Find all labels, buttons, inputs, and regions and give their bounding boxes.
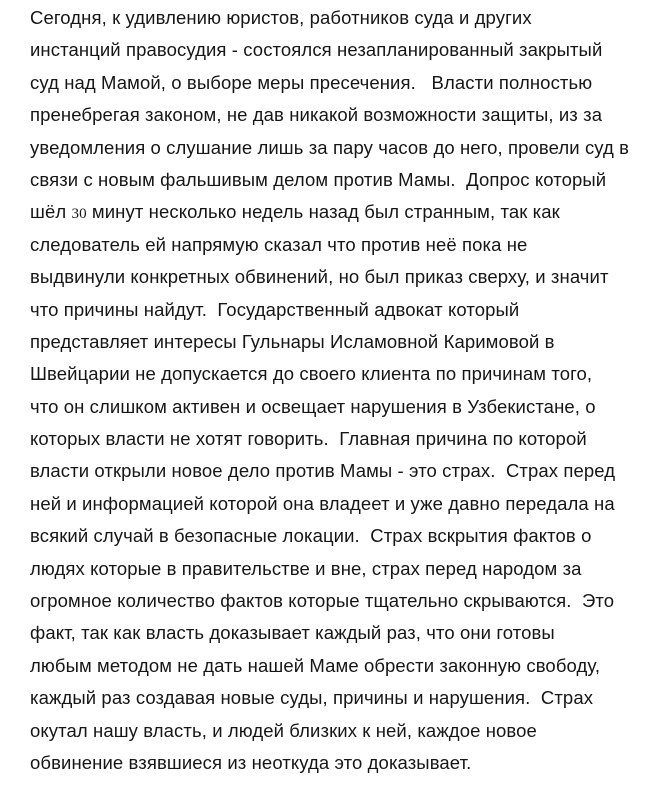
text-line	[30, 423, 627, 455]
text-segment: связи с новым фальшивым делом против Мамы. Допрос который	[30, 168, 607, 190]
text-segment: которых власти не хотят говорить. Главная причина по которой	[30, 428, 587, 450]
text-segment: окутал нашу власть, и людей близких к ней, каждое новое	[30, 719, 537, 741]
text-segment: выдвинули конкретных обвинений, но был приказ сверху, и значит	[30, 266, 609, 288]
text-segment: каждый раз создавая новые суды, причины и нарушения. Страх	[30, 687, 594, 709]
text-line	[30, 682, 627, 714]
text-line	[30, 196, 627, 228]
text-line	[30, 650, 627, 682]
text-segment: минут несколько недель назад был странным, так как	[86, 201, 560, 223]
text-line	[30, 585, 627, 617]
text-segment: инстанций правосудия - состоялся незапланированный закрытый	[30, 39, 603, 61]
text-segment: шёл	[30, 201, 72, 223]
text-line	[30, 617, 627, 649]
text-segment: обвинение взявшиеся из неоткуда это доказывает.	[30, 751, 472, 773]
text-segment: Швейцарии не допускается до своего клиента по причинам того,	[30, 363, 593, 385]
text-line	[30, 34, 627, 66]
text-line	[30, 229, 627, 261]
text-line	[30, 326, 627, 358]
text-line	[30, 294, 627, 326]
text-segment: что причины найдут. Государственный адвокат который	[30, 298, 520, 320]
text-segment: что он слишком активен и освещает нарушения в Узбекистане, о	[30, 395, 596, 417]
text-line	[30, 164, 627, 196]
text-segment: ней и информацией которой она владеет и уже давно передала на	[30, 492, 615, 514]
text-segment: пренебрегая законом, не дав никакой возможности защиты, из за	[30, 104, 603, 126]
text-line	[30, 99, 627, 131]
text-segment: факт, так как власть доказывает каждый раз, что они готовы	[30, 622, 555, 644]
text-line	[30, 261, 627, 293]
text-segment: представляет интересы Гульнары Исламовной Каримовой в	[30, 330, 555, 352]
text-segment: власти открыли новое дело против Мамы - это страх. Страх перед	[30, 460, 616, 482]
text-segment: Сегодня, к удивлению юристов, работников суда и других	[30, 7, 532, 28]
text-line	[30, 391, 627, 423]
text-segment: всякий случай в безопасные локации. Страх вскрытия фактов о	[30, 525, 592, 547]
text-segment: огромное количество фактов которые тщательно скрываются. Это	[30, 590, 615, 612]
text-line	[30, 553, 627, 585]
text-segment: любым методом не дать нашей Маме обрести законную свободу,	[30, 654, 601, 676]
text-segment: суд над Мамой, о выборе меры пресечения. Власти полностью	[30, 71, 593, 93]
text-line	[30, 747, 627, 779]
text-segment-figure: 30	[71, 206, 87, 223]
text-line	[30, 358, 627, 390]
text-line	[30, 520, 627, 552]
text-line	[30, 715, 627, 747]
text-line	[30, 488, 627, 520]
text-segment: уведомления о слушание лишь за пару часов до него, провели суд в	[30, 136, 630, 158]
text-segment: людях которые в правительстве и вне, страх перед народом за	[30, 557, 582, 579]
text-line	[30, 455, 627, 487]
text-line	[30, 67, 627, 99]
text-line	[30, 2, 627, 34]
text-line	[30, 132, 630, 164]
text-segment: следователь ей напрямую сказал что против неё пока не	[30, 233, 528, 255]
